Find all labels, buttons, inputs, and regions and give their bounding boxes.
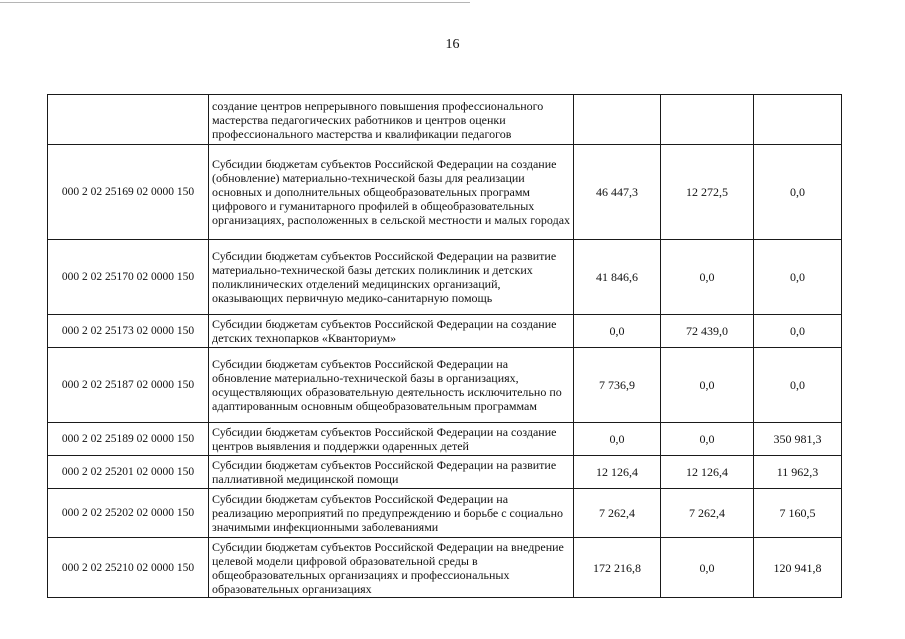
budget-code-cell: 000 2 02 25170 02 0000 150 xyxy=(48,240,209,315)
value-cell-2 xyxy=(661,95,754,145)
description-cell: Субсидии бюджетам субъектов Российской Федерации на создание центров выявления и поддержки одаренных детей xyxy=(209,423,574,456)
description-cell: Субсидии бюджетам субъектов Российской Федерации на обновление материально-технической базы в организациях, осуществляющих образовательную деятельность исключительно по адаптированным основным общеобразовательным программам xyxy=(209,348,574,423)
budget-code-cell xyxy=(48,95,209,145)
value-cell-3: 0,0 xyxy=(754,240,842,315)
table-row xyxy=(48,145,842,240)
value-cell-1: 46 447,3 xyxy=(574,145,661,240)
budget-code-cell: 000 2 02 25210 02 0000 150 xyxy=(48,538,209,598)
table-row xyxy=(48,538,842,598)
budget-code-cell: 000 2 02 25169 02 0000 150 xyxy=(48,145,209,240)
top-rule xyxy=(0,2,470,3)
value-cell-1: 12 126,4 xyxy=(574,456,661,489)
value-cell-1: 0,0 xyxy=(574,315,661,348)
description-cell: Субсидии бюджетам субъектов Российской Федерации на создание детских технопарков «Кванториум» xyxy=(209,315,574,348)
value-cell-2: 7 262,4 xyxy=(661,489,754,538)
description-cell: Субсидии бюджетам субъектов Российской Федерации на развитие паллиативной медицинской помощи xyxy=(209,456,574,489)
value-cell-1: 172 216,8 xyxy=(574,538,661,598)
description-cell: создание центров непрерывного повышения профессионального мастерства педагогических работников и центров оценки профессионального мастерства и квалификации педагогов xyxy=(209,95,574,145)
value-cell-3 xyxy=(754,95,842,145)
budget-code-cell: 000 2 02 25187 02 0000 150 xyxy=(48,348,209,423)
value-cell-1: 41 846,6 xyxy=(574,240,661,315)
value-cell-3: 350 981,3 xyxy=(754,423,842,456)
budget-code-cell: 000 2 02 25173 02 0000 150 xyxy=(48,315,209,348)
value-cell-2: 0,0 xyxy=(661,538,754,598)
budget-table xyxy=(47,94,842,598)
table-row xyxy=(48,348,842,423)
table-row xyxy=(48,489,842,538)
table-row xyxy=(48,240,842,315)
page-number: 16 xyxy=(445,37,460,52)
value-cell-1: 7 736,9 xyxy=(574,348,661,423)
value-cell-1: 0,0 xyxy=(574,423,661,456)
description-cell: Субсидии бюджетам субъектов Российской Федерации на развитие материально-технической базы детских поликлиник и детских поликлинических отделений медицинских организаций, оказывающих первичную медико-санитарную помощь xyxy=(209,240,574,315)
description-cell: Субсидии бюджетам субъектов Российской Федерации на реализацию мероприятий по предупреждению и борьбе с социально значимыми инфекционными заболеваниями xyxy=(209,489,574,538)
value-cell-3: 7 160,5 xyxy=(754,489,842,538)
table-row xyxy=(48,315,842,348)
value-cell-1 xyxy=(574,95,661,145)
value-cell-3: 0,0 xyxy=(754,348,842,423)
table-row xyxy=(48,95,842,145)
value-cell-3: 0,0 xyxy=(754,315,842,348)
description-cell: Субсидии бюджетам субъектов Российской Федерации на внедрение целевой модели цифровой образовательной среды в общеобразовательных организациях и профессиональных образовательных организациях xyxy=(209,538,574,598)
value-cell-2: 12 272,5 xyxy=(661,145,754,240)
value-cell-2: 0,0 xyxy=(661,348,754,423)
table-row xyxy=(48,423,842,456)
table-row xyxy=(48,456,842,489)
value-cell-3: 11 962,3 xyxy=(754,456,842,489)
value-cell-2: 72 439,0 xyxy=(661,315,754,348)
description-cell: Субсидии бюджетам субъектов Российской Федерации на создание (обновление) материально-технической базы для реализации основных и дополнительных общеобразовательных программ цифрового и гуманитарного профилей в общеобразовательных организациях, расположенных в сельской местности и малых городах xyxy=(209,145,574,240)
value-cell-2: 0,0 xyxy=(661,240,754,315)
budget-code-cell: 000 2 02 25189 02 0000 150 xyxy=(48,423,209,456)
budget-code-cell: 000 2 02 25201 02 0000 150 xyxy=(48,456,209,489)
value-cell-3: 0,0 xyxy=(754,145,842,240)
value-cell-2: 12 126,4 xyxy=(661,456,754,489)
budget-code-cell: 000 2 02 25202 02 0000 150 xyxy=(48,489,209,538)
value-cell-2: 0,0 xyxy=(661,423,754,456)
value-cell-3: 120 941,8 xyxy=(754,538,842,598)
value-cell-1: 7 262,4 xyxy=(574,489,661,538)
